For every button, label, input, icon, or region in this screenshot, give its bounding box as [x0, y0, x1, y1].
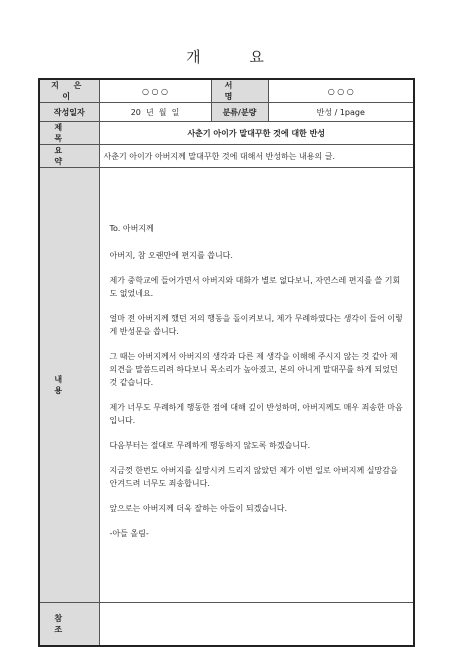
signature-value: ○ ○ ○ — [268, 79, 414, 103]
letter-paragraph: 앞으로는 아버지께 더욱 잘하는 아들이 되겠습니다. — [109, 504, 288, 513]
content-row — [39, 168, 414, 603]
author-row — [39, 79, 414, 103]
date-value: 20 년 월 일 — [99, 103, 211, 122]
letter-body — [99, 168, 414, 603]
author-label: 지 은 이 — [39, 79, 99, 103]
letter-paragraph: 다음부터는 절대로 무례하게 행동하지 않도록 하겠습니다. — [109, 441, 311, 450]
reference-label: 참 조 — [39, 603, 99, 647]
date-row — [39, 103, 414, 122]
content-label: 내 용 — [39, 168, 99, 603]
letter-paragraph: 얼마 전 아버지께 했던 저의 행동을 돌이켜보니, 제가 무례하였다는 생각이 들어 이렇게 반성문을 씁니다. — [109, 314, 403, 336]
date-label: 작성일자 — [39, 103, 99, 122]
summary-row — [39, 145, 414, 168]
letter-paragraph: 그 때는 아버지께서 아버지의 생각과 다른 제 생각을 이해해 주시지 않는 것 같아 제 의견을 말씀드리려 하다보니 목소리가 높아졌고, 본의 아니게 말대꾸를 하게 되었던 것 같습니다. — [109, 352, 398, 387]
subject-label: 제 목 — [39, 122, 99, 145]
category-value: 반성 / 1page — [268, 103, 414, 122]
letter-paragraph: 아버지, 참 오랜만에 편지를 씁니다. — [109, 251, 233, 260]
document-title: 개 요 — [186, 48, 286, 66]
signature-label: 서 명 — [211, 79, 268, 103]
author-value: ○ ○ ○ — [99, 79, 211, 103]
subject-row — [39, 122, 414, 145]
reference-value — [99, 603, 414, 647]
category-label: 분류/분량 — [211, 103, 268, 122]
subject-value: 사춘기 아이가 말대꾸한 것에 대한 반성 — [99, 122, 414, 145]
letter-paragraph: 제가 너무도 무례하게 행동한 점에 대해 깊이 반성하며, 아버지께도 매우 죄송한 마음입니다. — [109, 403, 403, 425]
letter-paragraph: 제가 중학교에 들어가면서 아버지와 대화가 별로 없다보니, 자연스레 편지를 쓸 기회도 없었네요. — [109, 276, 401, 298]
letter-paragraph: 지금껏 한번도 아버지를 실망시켜 드리지 않았던 제가 이번 일로 아버지께 실망감을 안겨드려 너무도 죄송합니다. — [109, 466, 398, 488]
reference-row — [39, 603, 414, 647]
overview-table — [38, 78, 415, 647]
letter-signoff: -아들 올림- — [109, 529, 149, 538]
summary-label: 요 약 — [39, 145, 99, 168]
letter-greeting: To. 아버지께 — [109, 224, 154, 233]
summary-value: 사춘기 아이가 아버지께 말대꾸한 것에 대해서 반성하는 내용의 글. — [99, 145, 414, 168]
